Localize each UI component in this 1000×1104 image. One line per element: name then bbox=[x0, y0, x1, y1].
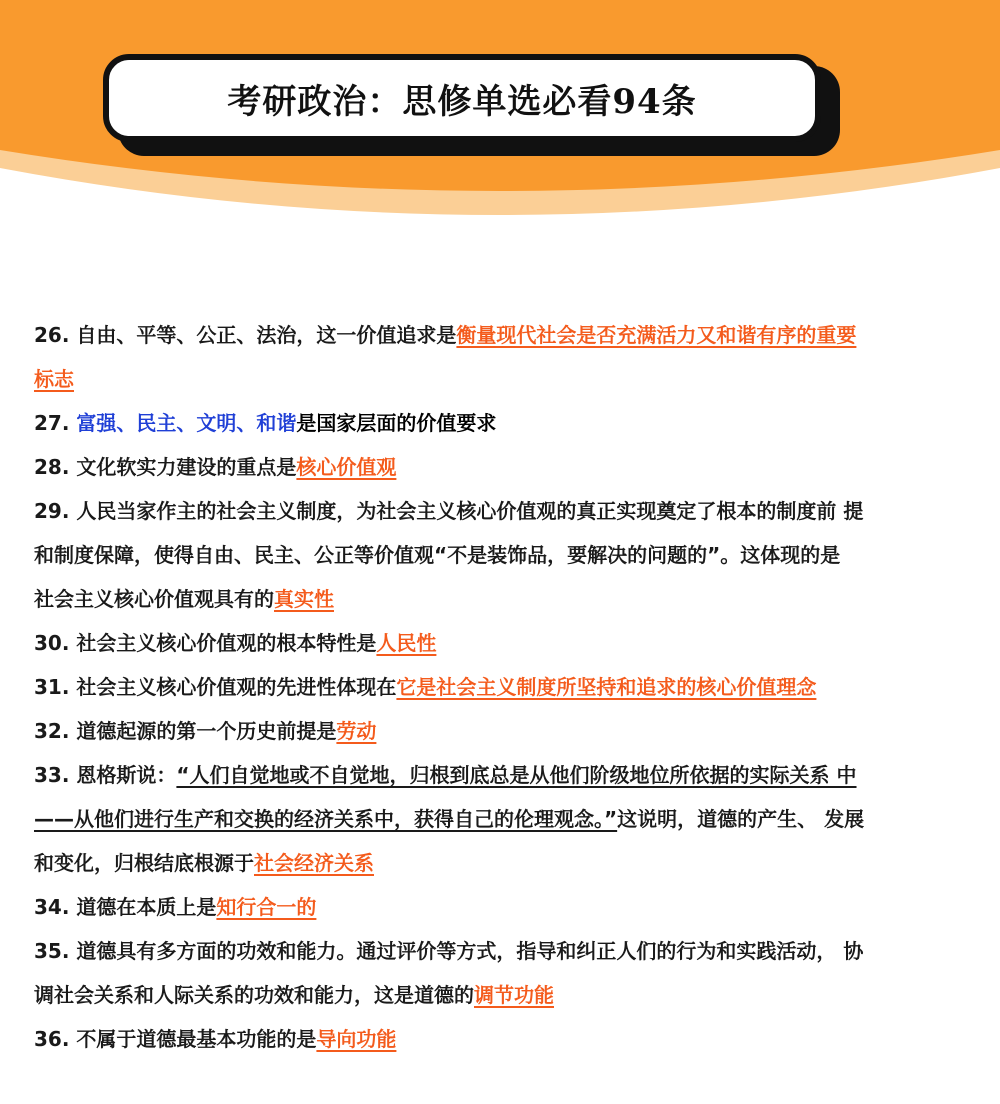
list-item-35-cont bbox=[34, 973, 974, 1017]
item-text: 35. 道德具有多方面的功效和能力。通过评价等方式，指导和纠正人们的行为和实践活动， 协 bbox=[34, 939, 864, 963]
item-text: 社会主义核心价值观具有的 bbox=[34, 587, 274, 611]
list-item-35 bbox=[34, 929, 974, 973]
list-item-32 bbox=[34, 709, 974, 753]
answer-text: 衡量现代社会是否充满活力又和谐有序的重要 bbox=[456, 323, 857, 347]
item-text: 34. 道德在本质上是 bbox=[34, 895, 217, 919]
item-text: 是国家层面的价值要求 bbox=[296, 411, 497, 435]
item-text: 26. 自由、平等、公正、法治，这一价值追求是 bbox=[34, 323, 457, 347]
page-title: 考研政治：思修单选必看94条 bbox=[227, 81, 697, 122]
answer-text: 标志 bbox=[34, 367, 74, 391]
answer-text: 真实性 bbox=[274, 587, 334, 611]
answer-text: 核心价值观 bbox=[296, 455, 397, 479]
list-item-29-cont bbox=[34, 533, 974, 577]
item-number: 27. bbox=[34, 411, 77, 435]
item-text: 31. 社会主义核心价值观的先进性体现在 bbox=[34, 675, 397, 699]
list-item-33-cont bbox=[34, 797, 974, 841]
list-item-31 bbox=[34, 665, 974, 709]
list-item-36 bbox=[34, 1017, 974, 1061]
list-item-28 bbox=[34, 445, 974, 489]
title-card bbox=[103, 54, 821, 142]
item-text: 33. 恩格斯说： bbox=[34, 763, 177, 787]
list-item-26 bbox=[34, 313, 974, 357]
list-item-27 bbox=[34, 401, 974, 445]
answer-text: 知行合一的 bbox=[216, 895, 317, 919]
answer-text: 人民性 bbox=[376, 631, 437, 655]
answer-text: 导向功能 bbox=[316, 1027, 397, 1051]
item-text: 和制度保障，使得自由、民主、公正等价值观“不是装饰品，要解决的问题的”。这体现的是 bbox=[34, 543, 841, 567]
highlight-text: 富强、民主、文明、和谐 bbox=[76, 411, 297, 435]
header-banner bbox=[0, 0, 1000, 250]
list-item-33-cont bbox=[34, 841, 974, 885]
quote-text: “人们自觉地或不自觉地，归根到底总是从他们阶级地位所依据的实际关系 中 bbox=[176, 763, 857, 787]
answer-text: 劳动 bbox=[336, 719, 377, 743]
item-text: 这说明，道德的产生、 发展 bbox=[617, 807, 865, 831]
item-text: 28. 文化软实力建设的重点是 bbox=[34, 455, 297, 479]
item-text: 30. 社会主义核心价值观的根本特性是 bbox=[34, 631, 377, 655]
item-text: 32. 道德起源的第一个历史前提是 bbox=[34, 719, 337, 743]
item-text: 调社会关系和人际关系的功效和能力，这是道德的 bbox=[34, 983, 474, 1007]
list-item-29 bbox=[34, 489, 974, 533]
question-list bbox=[34, 313, 974, 1061]
item-text: 36. 不属于道德最基本功能的是 bbox=[34, 1027, 317, 1051]
list-item-33 bbox=[34, 753, 974, 797]
list-item-30 bbox=[34, 621, 974, 665]
item-text: 和变化，归根结底根源于 bbox=[34, 851, 254, 875]
quote-text: ——从他们进行生产和交换的经济关系中，获得自己的伦理观念。” bbox=[34, 807, 618, 831]
answer-text: 它是社会主义制度所坚持和追求的核心价值理念 bbox=[396, 675, 817, 699]
list-item-29-cont bbox=[34, 577, 974, 621]
list-item-26-cont bbox=[34, 357, 974, 401]
list-item-34 bbox=[34, 885, 974, 929]
answer-text: 社会经济关系 bbox=[254, 851, 374, 875]
answer-text: 调节功能 bbox=[474, 983, 554, 1007]
item-text: 29. 人民当家作主的社会主义制度，为社会主义核心价值观的真正实现奠定了根本的制度前 提 bbox=[34, 499, 864, 523]
